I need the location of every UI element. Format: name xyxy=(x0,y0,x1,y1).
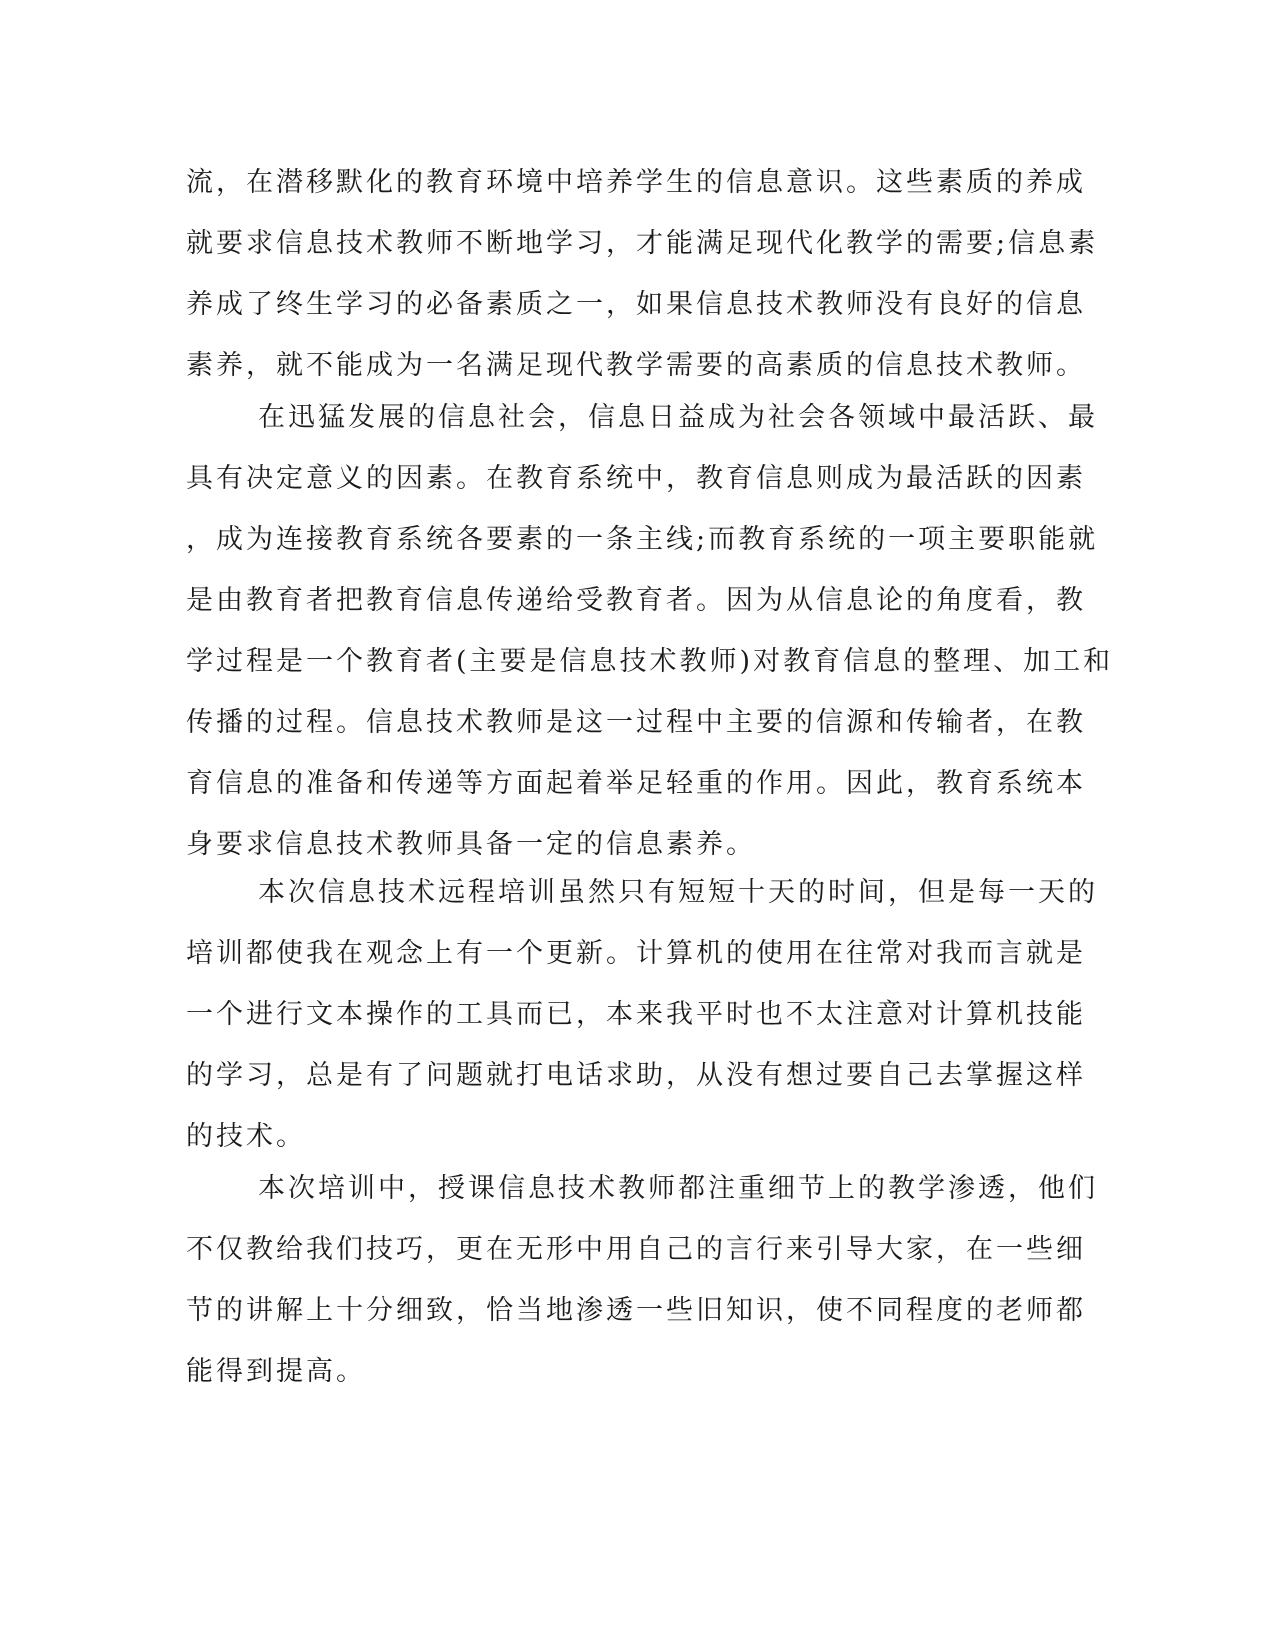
paragraph-3 xyxy=(186,862,1098,1167)
paragraph-4 xyxy=(186,1158,1098,1402)
text-line: 培训都使我在观念上有一个更新。计算机的使用在往常对我而言就是 xyxy=(186,938,1086,969)
text-line: 学过程是一个教育者(主要是信息技术教师)对教育信息的整理、加工和 xyxy=(186,646,1114,677)
text-line: 养成了终生学习的必备素质之一，如果信息技术教师没有良好的信息 xyxy=(186,289,1086,320)
paragraph-1 xyxy=(186,152,1099,396)
text-line: 不仅教给我们技巧，更在无形中用自己的言行来引导大家，在一些细 xyxy=(186,1234,1086,1265)
text-line: 是由教育者把教育信息传递给受教育者。因为从信息论的角度看，教 xyxy=(186,585,1086,616)
text-line: 本次信息技术远程培训虽然只有短短十天的时间，但是每一天的 xyxy=(258,877,1098,908)
text-line: 节的讲解上十分细致，恰当地渗透一些旧知识，使不同程度的老师都 xyxy=(186,1295,1086,1326)
text-line: 在迅猛发展的信息社会，信息日益成为社会各领域中最活跃、最 xyxy=(258,402,1098,433)
text-line: 育信息的准备和传递等方面起着举足轻重的作用。因此，教育系统本 xyxy=(186,768,1086,799)
text-line: 的技术。 xyxy=(186,1121,306,1152)
text-line: 素养，就不能成为一名满足现代教学需要的高素质的信息技术教师。 xyxy=(186,350,1086,381)
text-line: ，成为连接教育系统各要素的一条主线;而教育系统的一项主要职能就 xyxy=(186,524,1099,555)
text-line: 的学习，总是有了问题就打电话求助，从没有想过要自己去掌握这样 xyxy=(186,1060,1086,1091)
text-line: 具有决定意义的因素。在教育系统中，教育信息则成为最活跃的因素 xyxy=(186,463,1086,494)
text-line: 就要求信息技术教师不断地学习，才能满足现代化教学的需要;信息素 xyxy=(186,228,1099,259)
text-line: 能得到提高。 xyxy=(186,1356,366,1387)
paragraph-2 xyxy=(186,387,1114,875)
text-line: 一个进行文本操作的工具而已，本来我平时也不太注意对计算机技能 xyxy=(186,999,1086,1030)
text-line: 传播的过程。信息技术教师是这一过程中主要的信源和传输者，在教 xyxy=(186,707,1086,738)
text-line: 本次培训中，授课信息技术教师都注重细节上的教学渗透，他们 xyxy=(258,1173,1098,1204)
text-line: 流，在潜移默化的教育环境中培养学生的信息意识。这些素质的养成 xyxy=(186,167,1086,198)
text-line: 身要求信息技术教师具备一定的信息素养。 xyxy=(186,829,756,860)
